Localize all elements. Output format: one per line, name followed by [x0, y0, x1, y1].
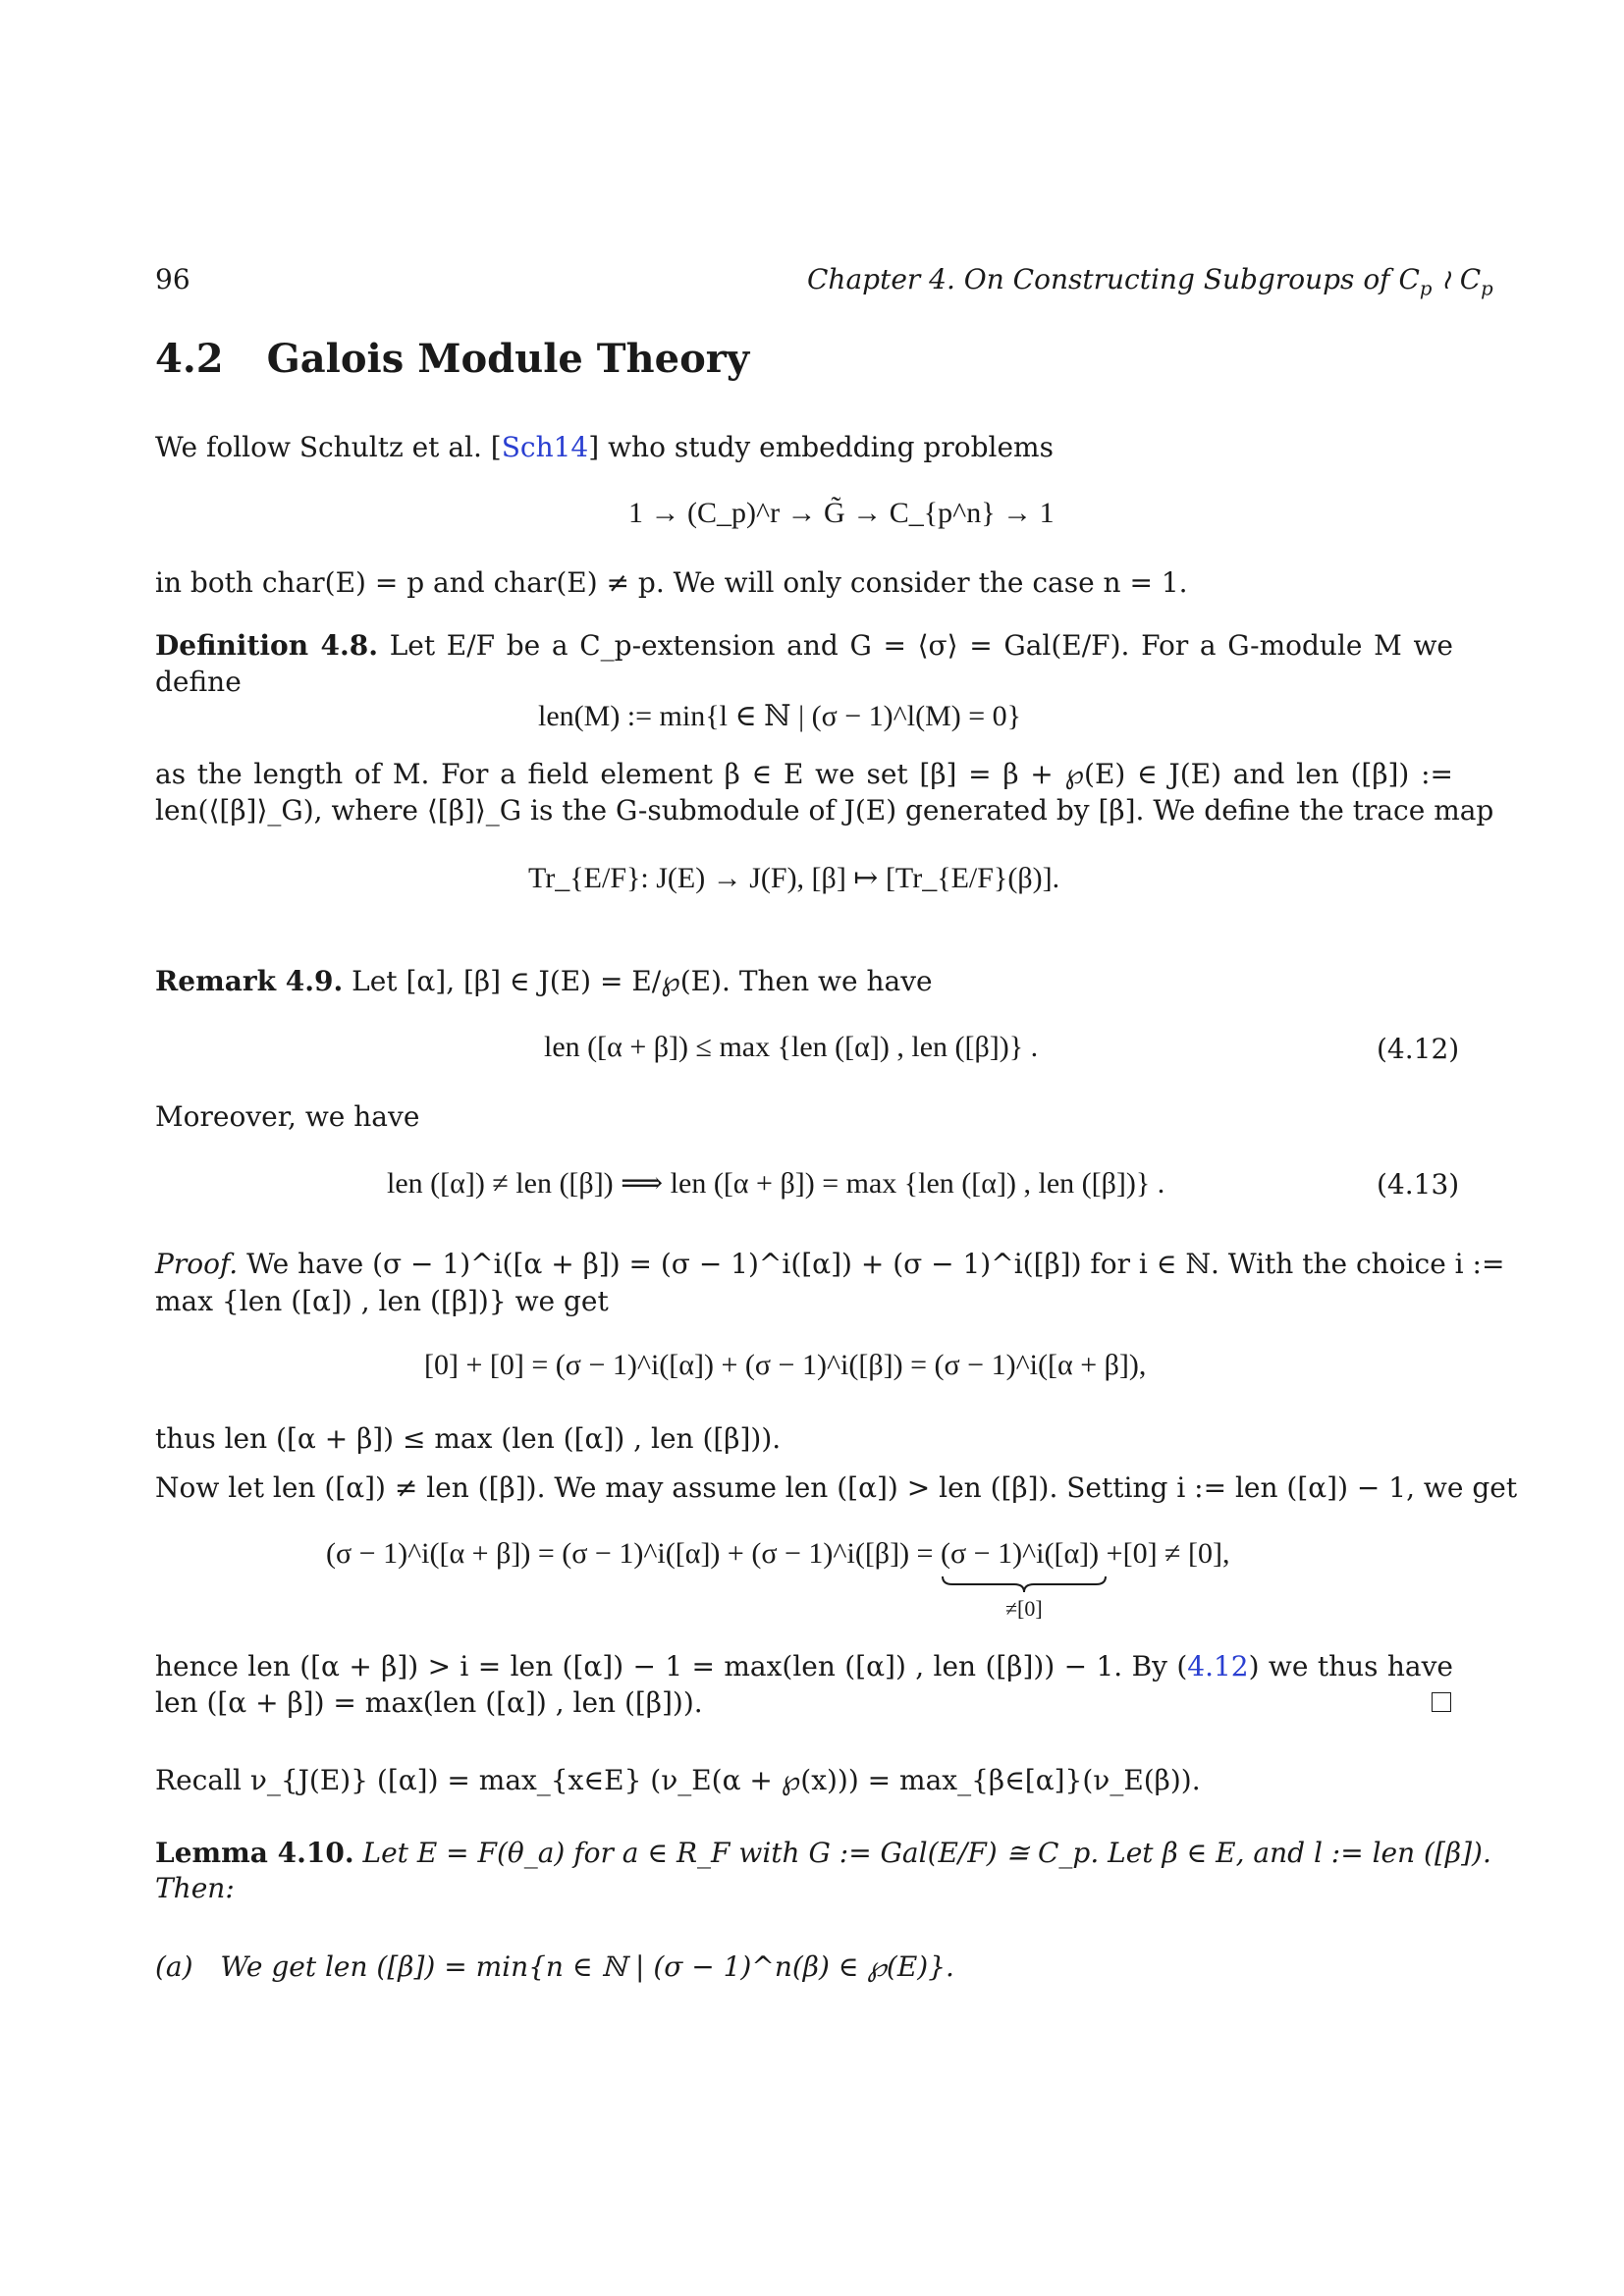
equation-4-13: len ([α]) ≠ len ([β]) ⟹ len ([α + β]) = max {len ([α]) , len ([β])} .: [387, 1167, 1165, 1200]
intro-text-after: ] who study embedding problems: [588, 431, 1054, 463]
lemma-item-a-label: (a): [155, 1950, 193, 1983]
proof-line-3: thus len ([α + β]) ≤ max (len ([α]) , len ([β])).: [155, 1422, 782, 1455]
running-title-sub: p: [1419, 277, 1433, 300]
lemma-text-1: Let E = F(θ_a) for a ∈ R_F with G := Gal(E/F) ≅ C_p. Let β ∈ E, and l := len ([β]).: [362, 1837, 1491, 1869]
proof-line-1: [155, 1247, 1505, 1282]
section-heading: [155, 336, 749, 382]
remark-text-1: Let [α], [β] ∈ J(E) = E/℘(E). Then we have: [352, 965, 933, 997]
section-number: 4.2: [155, 336, 224, 382]
definition-text-1: Let E/F be a C_p-extension and G = ⟨σ⟩ = Gal(E/F). For a G-module M we: [389, 629, 1453, 662]
equation-ref-link[interactable]: 4.12: [1187, 1650, 1249, 1682]
definition-line-3: as the length of M. For a field element β ∈ E we set [β] = β + ℘(E) ∈ J(E) and len ([β]) :=: [155, 758, 1453, 790]
proof-line-2: max {len ([α]) , len ([β])} we get: [155, 1285, 609, 1317]
definition-label: Definition 4.8.: [155, 629, 379, 662]
equation-number-4-13: (4.13): [1377, 1168, 1460, 1201]
intro-text-before: We follow Schultz et al. [: [155, 431, 502, 463]
definition-line-2: define: [155, 666, 242, 698]
remark-line-1: [155, 964, 933, 999]
definition-line-4: len(⟨[β]⟩_G), where ⟨[β]⟩_G is the G-submodule of J(E) generated by [β]. We define the trace map: [155, 794, 1494, 827]
proof-line-5: [155, 1649, 1453, 1684]
running-title-sub2: p: [1481, 277, 1493, 300]
definition-line-1: [155, 628, 1453, 664]
equation-number-4-12: (4.12): [1377, 1033, 1460, 1065]
proof-eq2-right: +[0] ≠ [0],: [1106, 1537, 1230, 1570]
section-title: Galois Module Theory: [266, 336, 750, 382]
equation-4-12: len ([α + β]) ≤ max {len ([α]) , len ([β])} .: [544, 1031, 1039, 1063]
lemma-item-a: [155, 1949, 954, 1985]
recall-line: Recall ν_{J(E)} ([α]) = max_{x∈E} (ν_E(α + ℘(x))) = max_{β∈[α]}(ν_E(β)).: [155, 1764, 1201, 1796]
proof-equation-2: [326, 1537, 1230, 1621]
underbrace-icon: [941, 1575, 1108, 1594]
citation-link[interactable]: Sch14: [501, 431, 589, 463]
intro-line: [155, 430, 1054, 465]
proof-eq2-left: (σ − 1)^i([α + β]) = (σ − 1)^i([α]) + (σ − 1)^i([β]) =: [326, 1537, 934, 1570]
lemma-line-2: Then:: [155, 1872, 235, 1904]
proof-eq2-brace-term: (σ − 1)^i([α]): [940, 1537, 1100, 1570]
length-definition-equation: len(M) := min{l ∈ ℕ | (σ − 1)^l(M) = 0}: [538, 700, 1022, 732]
page-number: 96: [155, 263, 190, 295]
proof-equation-1: [0] + [0] = (σ − 1)^i([α]) + (σ − 1)^i([β]) = (σ − 1)^i([α + β]),: [424, 1349, 1147, 1381]
lemma-line-1: [155, 1836, 1491, 1871]
remark-moreover: Moreover, we have: [155, 1100, 420, 1133]
proof-line-6: len ([α + β]) = max(len ([α]) , len ([β])).: [155, 1686, 703, 1719]
proof-label: Proof.: [155, 1248, 239, 1280]
trace-map-equation: Tr_{E/F}: J(E) → J(F), [β] ↦ [Tr_{E/F}(β)].: [528, 862, 1060, 894]
lemma-item-a-text: We get len ([β]) = min{n ∈ ℕ | (σ − 1)^n(β) ∈ ℘(E)}.: [220, 1950, 954, 1983]
proof-line-4: Now let len ([α]) ≠ len ([β]). We may assume len ([α]) > len ([β]). Setting i := len ([α]) − 1, we get: [155, 1471, 1518, 1504]
lemma-label: Lemma 4.10.: [155, 1837, 354, 1869]
embedding-problem-equation: 1 → (C_p)^r → G̃ → C_{p^n} → 1: [628, 497, 1055, 529]
proof-text-1: We have (σ − 1)^i([α + β]) = (σ − 1)^i([α]) + (σ − 1)^i([β]) for i ∈ ℕ. With the choice i :=: [246, 1248, 1505, 1280]
running-title: [807, 263, 1493, 300]
running-title-math: ≀ C: [1432, 263, 1482, 295]
qed-square-icon: [1432, 1692, 1451, 1712]
underbrace-group: [940, 1537, 1100, 1621]
proof-line5-after: ) we thus have: [1248, 1650, 1454, 1682]
remark-label: Remark 4.9.: [155, 965, 344, 997]
proof-line5-before: hence len ([α + β]) > i = len ([α]) − 1 = max(len ([α]) , len ([β])) − 1. By (: [155, 1650, 1188, 1682]
running-title-text: Chapter 4. On Constructing Subgroups of C: [807, 263, 1420, 295]
underbrace-label: ≠[0]: [1004, 1596, 1043, 1621]
intro-line-2: in both char(E) = p and char(E) ≠ p. We will only consider the case n = 1.: [155, 566, 1188, 599]
